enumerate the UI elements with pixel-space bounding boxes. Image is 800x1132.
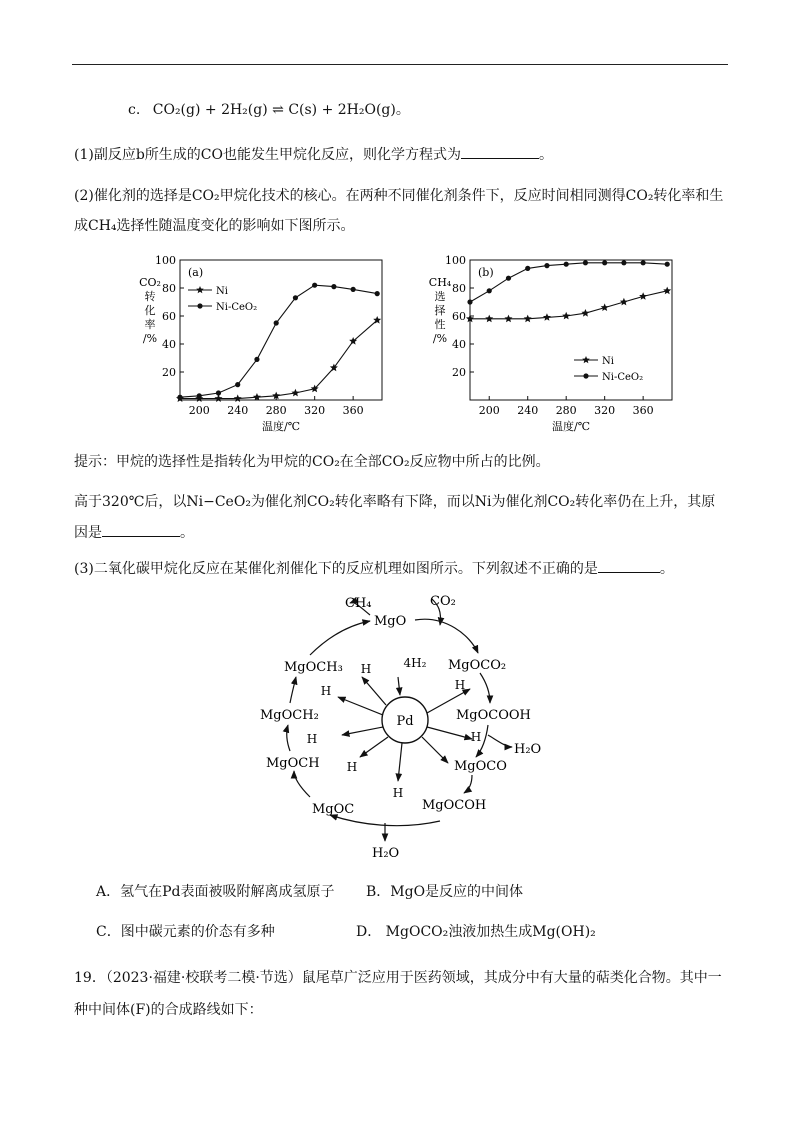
y-tick-label: 40: [162, 338, 176, 351]
h-label-7: H: [470, 730, 482, 744]
y-tick-label: 60: [452, 310, 466, 323]
hint-text: 提示：甲烷的选择性是指转化为甲烷的CO₂在全部CO₂反应物中所占的比例。: [74, 454, 550, 470]
data-point-ni-ceo2: [293, 295, 298, 300]
option-a[interactable]: A．氢气在Pd表面被吸附解离成氢原子: [96, 884, 335, 900]
question-3-text: (3)二氧化碳甲烷化反应在某催化剂催化下的反应机理如图所示。下列叙述不正确的是: [74, 561, 598, 577]
ch4-label: CH₄: [345, 596, 372, 611]
question-1-end: 。: [538, 147, 553, 163]
arc-mgoco2-to-mgocooh: [480, 673, 490, 703]
option-c[interactable]: C．图中碳元素的价态有多种: [96, 924, 275, 940]
h-label-4: H: [346, 760, 358, 774]
data-point-ni-ceo2: [641, 260, 646, 265]
arc-mgoch-to-mgoch2: [287, 725, 290, 751]
x-tick-label: 360: [342, 404, 364, 417]
y-tick-label: 80: [452, 282, 466, 295]
co2-label: CO₂: [430, 594, 456, 609]
y-tick-label: 100: [155, 254, 176, 267]
y-tick-label: 40: [452, 338, 466, 351]
data-point-ni-ceo2: [216, 390, 221, 395]
y-tick-label: 80: [162, 282, 176, 295]
h2o-label-bottom: H₂O: [372, 846, 400, 861]
reaction-c: [128, 100, 410, 120]
option-d[interactable]: D． MgOCO₂浊液加热生成Mg(OH)₂: [356, 924, 596, 940]
x-tick-label: 280: [265, 404, 287, 417]
node-mgoco2: MgOCO₂: [448, 658, 507, 673]
spoke-h-4: [360, 737, 388, 757]
ylabel-char: CO₂: [139, 276, 161, 289]
node-mgoch2: MgOCH₂: [260, 708, 319, 723]
legend-marker-star: [196, 286, 204, 293]
y-tick-label: 100: [445, 254, 466, 267]
data-point-ni-ceo2: [544, 263, 549, 268]
panel-label: (a): [188, 266, 204, 279]
x-tick-label: 280: [555, 404, 577, 417]
ylabel-char: 选: [434, 290, 446, 303]
ylabel-char: 率: [144, 318, 156, 331]
question-19-line1: 19．（2023·福建·校联考二模·节选）鼠尾草广泛应用于医药领域，其成分中有大量的萜类化合物。其中一: [74, 970, 722, 986]
data-point-ni: [581, 309, 589, 317]
y-tick-label: 20: [162, 366, 176, 379]
x-tick-label: 360: [632, 404, 654, 417]
node-mgoch: MgOCH: [266, 756, 320, 771]
arc-mgoc-to-mgoch: [294, 771, 310, 797]
legend-label: Ni-CeO₂: [602, 372, 644, 383]
spoke-h-5: [398, 743, 402, 781]
y-tick-label: 60: [162, 310, 176, 323]
ylabel-char: /%: [432, 332, 448, 345]
node-mgocooh: MgOCOOH: [456, 708, 531, 723]
series-line-ni-ceo2: [470, 263, 667, 302]
data-point-ni: [234, 394, 242, 402]
node-mgoc: MgOC: [312, 802, 355, 817]
mechanism-diagram: [250, 585, 570, 870]
node-mgoco: MgOCO: [454, 759, 507, 774]
legend-marker-circle: [583, 373, 588, 378]
node-mgo: MgO: [374, 614, 407, 629]
ylabel-char: 化: [144, 304, 156, 317]
spoke-h-3: [342, 727, 383, 735]
data-point-ni: [504, 315, 512, 323]
data-point-ni: [253, 393, 261, 401]
legend-marker-circle: [197, 303, 202, 308]
question-2b-end: 。: [180, 525, 194, 541]
data-point-ni-ceo2: [665, 262, 670, 267]
series-line-ni-ceo2: [180, 285, 377, 397]
reaction-c-label: c.: [128, 102, 141, 118]
data-point-ni-ceo2: [467, 299, 472, 304]
question-2b-start: 因是: [74, 525, 102, 541]
data-point-ni-ceo2: [375, 291, 380, 296]
data-point-ni-ceo2: [564, 262, 569, 267]
data-point-ni: [291, 389, 299, 397]
x-tick-label: 200: [478, 404, 500, 417]
spoke-h-1: [362, 677, 386, 705]
option-b[interactable]: B．MgO是反应的中间体: [366, 884, 524, 900]
arc-mgoco-to-mgocoh: [464, 775, 472, 793]
ylabel-char: CH₄: [428, 276, 452, 289]
data-point-ni-ceo2: [254, 357, 259, 362]
h-label-3: H: [306, 732, 318, 746]
ylabel-char: /%: [142, 332, 158, 345]
spoke-h-2: [338, 697, 383, 715]
plot-frame: [180, 260, 382, 400]
data-point-ni: [639, 292, 647, 300]
question-2b-line1: 高于320℃后，以Ni−CeO₂为催化剂CO₂转化率略有下降，而以Ni为催化剂CO₂转化率仍在上升，其原: [74, 494, 716, 510]
h-label-1: H: [360, 662, 372, 676]
ylabel-char: 性: [434, 318, 446, 331]
data-point-ni-ceo2: [525, 266, 530, 271]
data-point-ni: [524, 315, 532, 323]
y-tick-label: 20: [452, 366, 466, 379]
data-point-ni-ceo2: [506, 276, 511, 281]
data-point-ni: [543, 313, 551, 321]
question-1: [74, 144, 553, 165]
panel-label: (b): [478, 266, 494, 279]
data-point-ni-ceo2: [235, 382, 240, 387]
question-19-line2: 种中间体(F)的合成路线如下：: [74, 1002, 263, 1018]
question-2-line1: (2)催化剂的选择是CO₂甲烷化技术的核心。在两种不同催化剂条件下，反应时间相同测得CO₂转化率和生: [74, 188, 724, 204]
data-point-ni-ceo2: [621, 260, 626, 265]
spoke-h-7: [427, 727, 472, 739]
chart-a: [130, 250, 390, 435]
data-point-ni-ceo2: [583, 260, 588, 265]
pd-label: Pd: [396, 714, 414, 729]
legend-marker-star: [582, 356, 590, 363]
answer-blank-3[interactable]: [598, 558, 660, 573]
data-point-ni: [485, 315, 493, 323]
x-axis-label: 温度/℃: [551, 420, 591, 433]
arc-mgoch3-to-mgo: [310, 621, 370, 655]
x-tick-label: 240: [517, 404, 539, 417]
data-point-ni: [562, 312, 570, 320]
h-label-6: H: [454, 678, 466, 692]
question-2-line2: 成CH₄选择性随温度变化的影响如下图所示。: [74, 218, 355, 234]
legend-label: Ni: [602, 356, 614, 367]
data-point-ni-ceo2: [274, 320, 279, 325]
h2-arrow: [398, 677, 400, 695]
question-2b-line2: [74, 522, 194, 543]
legend-label: Ni-CeO₂: [216, 302, 258, 313]
legend-label: Ni: [216, 286, 228, 297]
data-point-ni: [663, 287, 671, 295]
chart-b: [420, 250, 680, 435]
reaction-c-equation: CO₂(g) + 2H₂(g) ⇌ C(s) + 2H₂O(g)。: [152, 102, 410, 118]
data-point-ni-ceo2: [197, 393, 202, 398]
data-point-ni-ceo2: [312, 283, 317, 288]
h-label-2: H: [320, 684, 332, 698]
arrow-to-h2o-right: [488, 735, 512, 747]
x-tick-label: 320: [594, 404, 616, 417]
x-tick-label: 320: [304, 404, 326, 417]
data-point-ni: [620, 298, 628, 306]
node-mgoch3: MgOCH₃: [284, 660, 343, 675]
arc-mgoch2-to-mgoch3: [290, 677, 296, 703]
x-tick-label: 200: [188, 404, 210, 417]
node-mgocoh: MgOCOH: [422, 798, 487, 813]
h2o-label-right: H₂O: [514, 742, 542, 757]
data-point-ni-ceo2: [331, 284, 336, 289]
arc-mgo-to-mgoco2: [415, 619, 478, 653]
ylabel-char: 转: [144, 290, 156, 303]
ylabel-char: 择: [434, 304, 446, 317]
data-point-ni-ceo2: [602, 260, 607, 265]
question-1-text: (1)副反应b所生成的CO也能发生甲烷化反应，则化学方程式为: [74, 147, 461, 163]
spoke-h-6: [422, 737, 448, 763]
data-point-ni-ceo2: [177, 395, 182, 400]
data-point-ni-ceo2: [487, 288, 492, 293]
answer-blank-1[interactable]: [461, 144, 539, 159]
data-point-ni: [601, 303, 609, 311]
series-line-ni: [180, 320, 377, 398]
x-axis-label: 温度/℃: [261, 420, 301, 433]
h2-label: 4H₂: [403, 656, 427, 670]
header-rule: [72, 64, 728, 65]
answer-blank-2[interactable]: [102, 522, 180, 537]
question-3: [74, 558, 674, 579]
x-tick-label: 240: [227, 404, 249, 417]
question-3-end: 。: [659, 561, 674, 577]
data-point-ni-ceo2: [351, 287, 356, 292]
h-label-5: H: [392, 786, 404, 800]
